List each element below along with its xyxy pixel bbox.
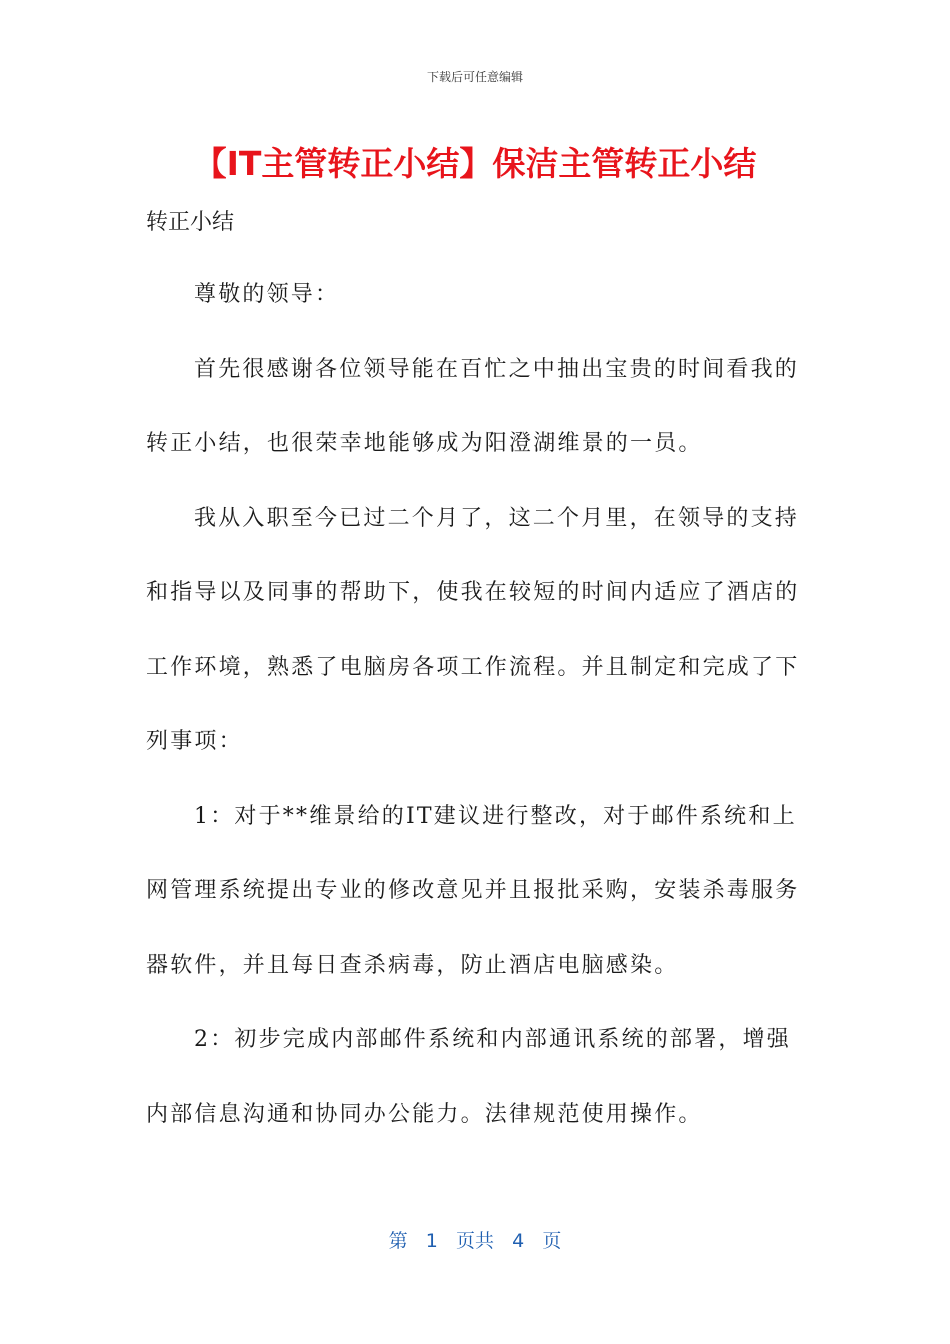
- footer-suffix: 页: [542, 1230, 562, 1252]
- footer-page-number: 1: [425, 1230, 438, 1252]
- paragraph-intro: 首先很感谢各位领导能在百忙之中抽出宝贵的时间看我的转正小结，也很荣幸地能够成为阳澄湖维景的一员。: [146, 356, 800, 456]
- header-note: 下载后可任意编辑: [426, 70, 523, 84]
- paragraph-summary: 我从入职至今已过二个月了，这二个月里，在领导的支持和指导以及同事的帮助下，使我在较短的时间内适应了酒店的工作环境，熟悉了电脑房各项工作流程。并且制定和完成了下列事项：: [146, 505, 800, 754]
- page-footer: [0, 1226, 950, 1253]
- footer-middle: 页共: [455, 1230, 494, 1252]
- paragraph-item-1: 1：对于**维景给的IT建议进行整改，对于邮件系统和上网管理系统提出专业的修改意见并且报批采购，安装杀毒服务器软件，并且每日查杀病毒，防止酒店电脑感染。: [146, 803, 800, 978]
- footer-prefix: 第: [388, 1230, 408, 1252]
- document-title: 【IT主管转正小结】保洁主管转正小结: [193, 144, 757, 183]
- document-subtitle: 转正小结: [146, 210, 235, 235]
- footer-total-pages: 4: [512, 1230, 525, 1252]
- document-body: [146, 258, 806, 1152]
- paragraph-salutation: 尊敬的领导：: [194, 282, 340, 307]
- paragraph-item-2: 2：初步完成内部邮件系统和内部通讯系统的部署，增强内部信息沟通和协同办公能力。法律规范使用操作。: [146, 1027, 791, 1127]
